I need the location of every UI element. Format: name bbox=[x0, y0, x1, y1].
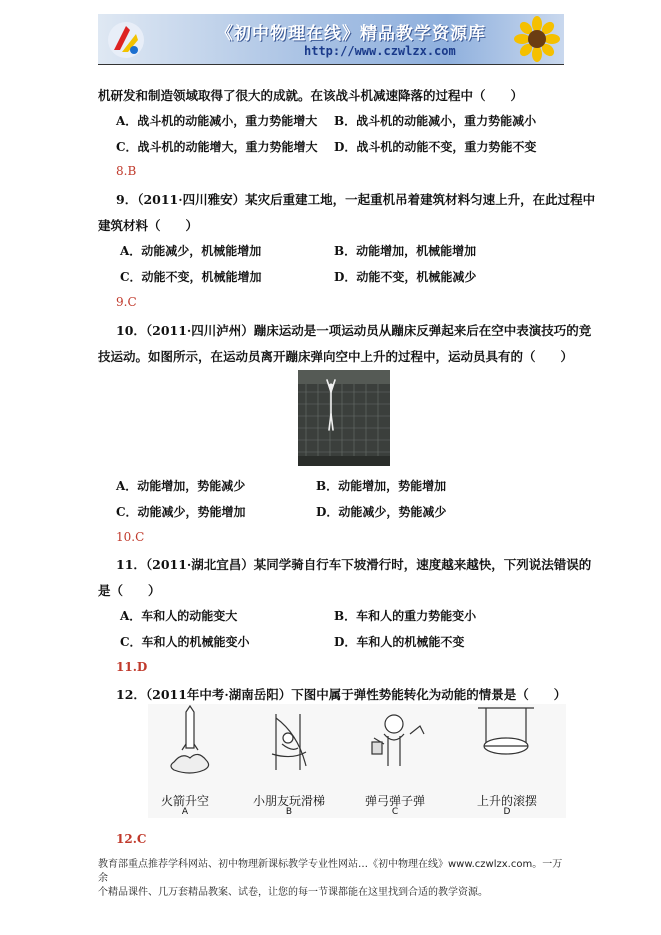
q12-caption-b: 小朋友玩滑梯 bbox=[252, 794, 325, 808]
q12-answer: 12.C bbox=[116, 832, 147, 846]
trampoline-athlete-icon bbox=[298, 370, 390, 466]
q12-caption-d: 上升的滚摆 bbox=[476, 794, 537, 808]
q12-figures bbox=[148, 704, 566, 818]
q8-answer: 8.B bbox=[116, 164, 137, 178]
q8-stem-tail: 机研发和制造领域取得了很大的成就。在该战斗机减速降落的过程中（ ） bbox=[98, 88, 524, 103]
q12-letter-d: D bbox=[503, 807, 511, 817]
q12-caption-c: 弹弓弹子弹 bbox=[364, 794, 425, 808]
q11-option-c: C．车和人的机械能变小 bbox=[120, 635, 250, 649]
q12-letter-a: A bbox=[181, 807, 189, 817]
header-banner bbox=[98, 14, 564, 64]
q12-letter-c: C bbox=[391, 807, 399, 817]
trampoline-photo bbox=[298, 370, 390, 466]
header-divider bbox=[98, 64, 564, 65]
q10-option-b: B．动能增加，势能增加 bbox=[316, 479, 447, 493]
q9-option-b: B．动能增加，机械能增加 bbox=[334, 244, 477, 258]
footer-line-2: 个精品课件、几万套精品教案、试卷，让您的每一节课都能在这里找到合适的教学资源。 bbox=[98, 887, 488, 898]
q11-option-a: A．车和人的动能变大 bbox=[120, 609, 238, 623]
q10-stem-line1: 10．（2011·四川泸州）蹦床运动是一项运动员从蹦床反弹起来后在空中表演技巧的竞 bbox=[116, 323, 592, 338]
slingshot-icon bbox=[372, 715, 424, 766]
q8-option-b: B．战斗机的动能减小，重力势能减小 bbox=[334, 114, 537, 128]
sunflower-icon bbox=[514, 16, 560, 62]
q11-answer: 11.D bbox=[116, 660, 148, 674]
q10-answer: 10.C bbox=[116, 530, 145, 544]
q11-option-d: D．车和人的机械能不变 bbox=[334, 635, 465, 649]
q10-stem-line2: 技运动。如图所示，在运动员离开蹦床弹向空中上升的过程中，运动员具有的（ ） bbox=[98, 349, 574, 364]
q8-option-c: C．战斗机的动能增大，重力势能增大 bbox=[116, 140, 318, 154]
q12-stem: 12．（2011年中考·湖南岳阳）下图中属于弹性势能转化为动能的情景是（ ） bbox=[116, 687, 567, 702]
q11-option-b: B．车和人的重力势能变小 bbox=[334, 609, 477, 623]
q11-stem-line2: 是（ ） bbox=[98, 583, 161, 598]
site-logo-icon bbox=[106, 20, 146, 60]
q8-option-d: D．战斗机的动能不变，重力势能不变 bbox=[334, 140, 537, 154]
q10-option-d: D．动能减少，势能减少 bbox=[316, 505, 447, 519]
q9-answer: 9.C bbox=[116, 295, 137, 309]
q9-stem-line2: 建筑材料（ ） bbox=[98, 218, 199, 233]
banner-title: 《初中物理在线》精品教学资源库 bbox=[216, 24, 486, 44]
slide-icon bbox=[272, 714, 306, 770]
rocket-icon bbox=[171, 706, 209, 773]
q9-option-c: C．动能不变，机械能增加 bbox=[120, 270, 262, 284]
q10-option-a: A．动能增加，势能减少 bbox=[116, 479, 246, 493]
q8-option-a: A．战斗机的动能减小，重力势能增大 bbox=[116, 114, 318, 128]
q11-stem-line1: 11．（2011·湖北宜昌）某同学骑自行车下坡滑行时，速度越来越快，下列说法错误的 bbox=[116, 557, 592, 572]
footer-line-1: 教育部重点推荐学科网站、初中物理新课标教学专业性网站…《初中物理在线》www.czwlzx.com。一万余 bbox=[98, 859, 563, 884]
banner-url[interactable]: http://www.czwlzx.com bbox=[304, 44, 456, 58]
page-footer bbox=[98, 858, 568, 900]
q10-option-c: C．动能减少，势能增加 bbox=[116, 505, 246, 519]
q9-option-a: A．动能减少，机械能增加 bbox=[120, 244, 262, 258]
q9-stem-line1: 9．（2011·四川雅安）某灾后重建工地，一起重机吊着建筑材料匀速上升，在此过程中 bbox=[116, 192, 596, 207]
q12-drawings bbox=[148, 704, 566, 776]
q12-letter-b: B bbox=[285, 807, 293, 817]
q12-caption-a: 火箭升空 bbox=[160, 794, 209, 808]
maxwell-wheel-icon bbox=[478, 708, 534, 754]
q9-option-d: D．动能不变，机械能减少 bbox=[334, 270, 477, 284]
